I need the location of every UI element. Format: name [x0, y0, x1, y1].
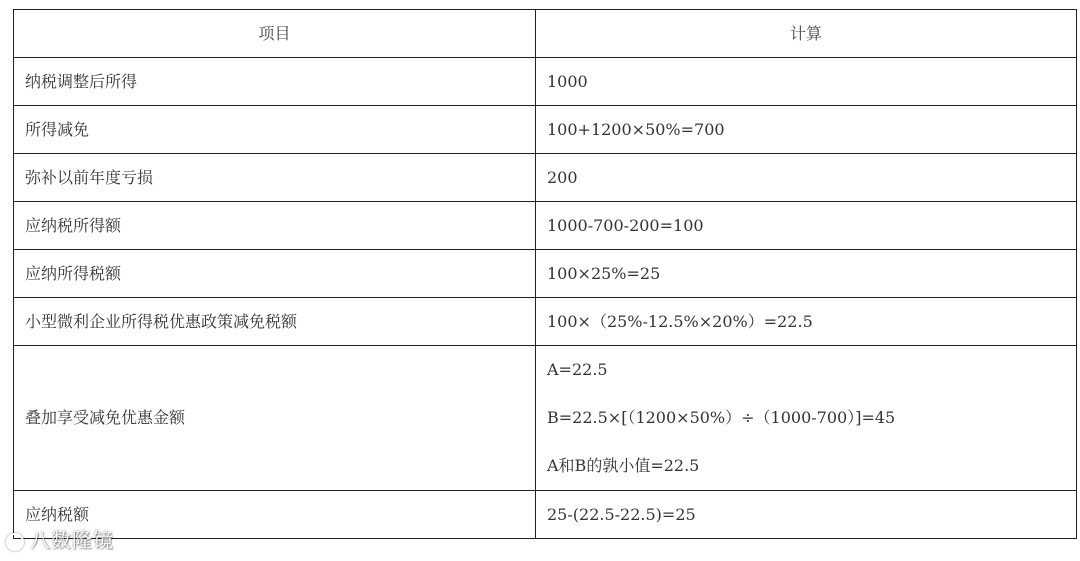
- row-calc-value: 100×（25%-12.5%×20%）=22.5: [536, 298, 1077, 346]
- tax-calculation-table: [13, 9, 1077, 539]
- calc-line: A和B的孰小值=22.5: [547, 456, 700, 475]
- row-item-label: 叠加享受减免优惠金额: [14, 346, 536, 491]
- watermark: [6, 524, 114, 553]
- row-calc-value: 200: [536, 154, 1077, 202]
- table-row: [14, 491, 1077, 539]
- row-calc-value: 100+1200×50%=700: [536, 106, 1077, 154]
- row-item-label: 纳税调整后所得: [14, 58, 536, 106]
- table-row: [14, 58, 1077, 106]
- table-row: [14, 154, 1077, 202]
- row-item-label: 小型微利企业所得税优惠政策减免税额: [14, 298, 536, 346]
- row-item-label: 应纳所得税额: [14, 250, 536, 298]
- table-row: [14, 346, 1077, 491]
- row-item-label: 弥补以前年度亏损: [14, 154, 536, 202]
- row-calc-value: 100×25%=25: [536, 250, 1077, 298]
- watermark-text: 八数隆镜: [30, 528, 114, 552]
- table-header-row: [14, 10, 1077, 58]
- table-row: [14, 106, 1077, 154]
- row-calc-value: 25-(22.5-22.5)=25: [536, 491, 1077, 539]
- table-row: [14, 202, 1077, 250]
- calc-line: A=22.5: [547, 360, 608, 379]
- row-calc-value: 1000: [536, 58, 1077, 106]
- row-calc-value: 1000-700-200=100: [536, 202, 1077, 250]
- row-item-label: 应纳税所得额: [14, 202, 536, 250]
- row-item-label: 所得减免: [14, 106, 536, 154]
- row-item-label: 应纳税额: [14, 491, 536, 539]
- calc-line: B=22.5×[（1200×50%）÷（1000-700）]=45: [547, 408, 896, 427]
- table-row: [14, 250, 1077, 298]
- header-calc: 计算: [536, 10, 1077, 58]
- row-calc-multiline: [536, 346, 1077, 491]
- watermark-logo-icon: [6, 533, 24, 551]
- header-item: 项目: [14, 10, 536, 58]
- table-row: [14, 298, 1077, 346]
